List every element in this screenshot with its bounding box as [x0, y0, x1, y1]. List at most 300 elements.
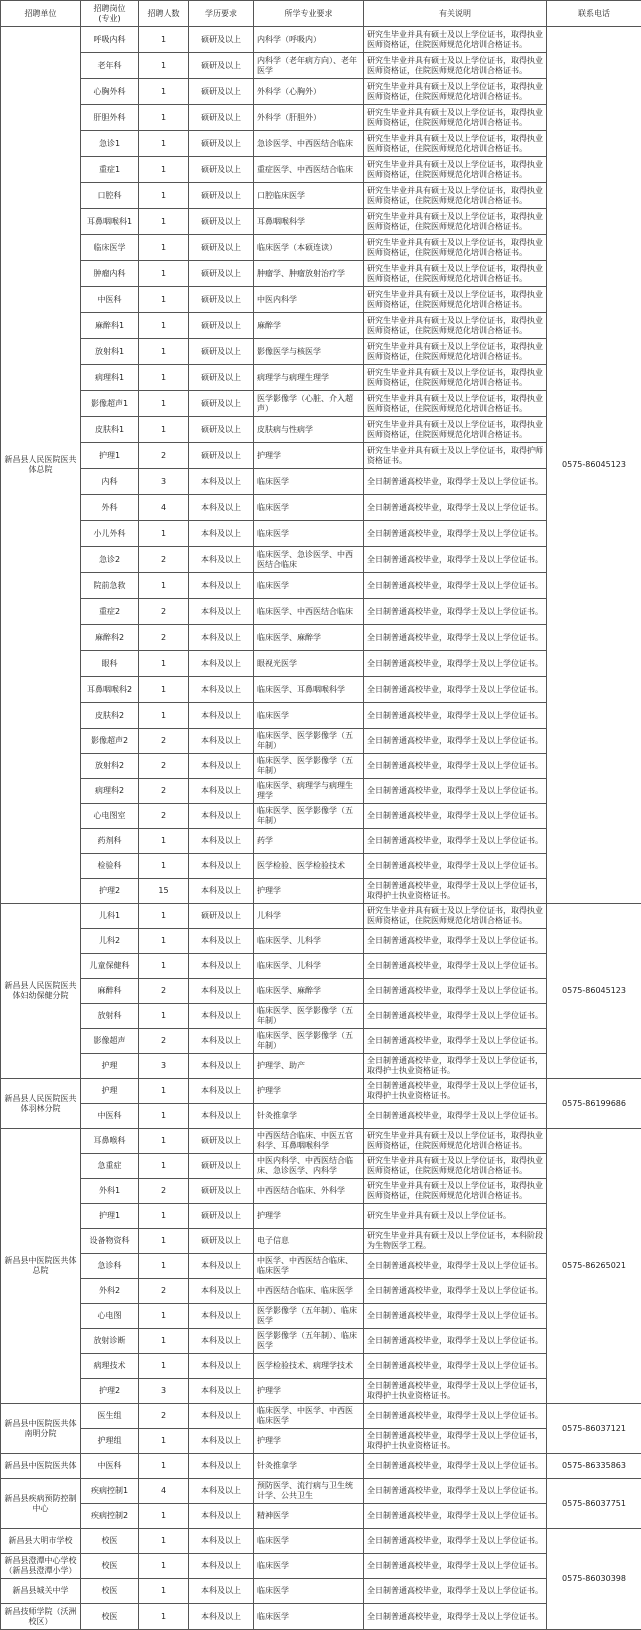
- note-cell: 全日制普通高校毕业，取得学士及以上学位证书。: [364, 729, 547, 754]
- position-cell: 儿童保健科: [81, 954, 139, 979]
- position-cell: 心电图: [81, 1304, 139, 1329]
- table-row: [1, 105, 641, 131]
- position-cell: 皮肤科1: [81, 417, 139, 443]
- major-cell: 重症医学、中西医结合临床: [254, 157, 364, 183]
- position-cell: 中医科: [81, 287, 139, 313]
- note-cell: 研究生毕业并具有硕士及以上学位证书，取得执业医师资格证，住院医师规范化培训合格证书。: [364, 235, 547, 261]
- education-cell: 本科及以上: [189, 1029, 254, 1054]
- note-cell: 研究生毕业并具有硕士及以上学位证书，取得执业医师资格证，住院医师规范化培训合格证书。: [364, 313, 547, 339]
- major-cell: 护理学: [254, 1204, 364, 1229]
- note-cell: 全日制普通高校毕业，取得学士及以上学位证书，取得护士执业资格证书。: [364, 1429, 547, 1454]
- position-cell: 放射诊断: [81, 1329, 139, 1354]
- note-cell: 全日制普通高校毕业，取得学士及以上学位证书。: [364, 521, 547, 547]
- education-cell: 本科及以上: [189, 779, 254, 804]
- count-cell: 1: [139, 183, 189, 209]
- position-cell: 麻醉科: [81, 979, 139, 1004]
- education-cell: 本科及以上: [189, 1579, 254, 1604]
- note-cell: 研究生毕业并具有硕士及以上学位证书。: [364, 1204, 547, 1229]
- count-cell: 1: [139, 1554, 189, 1579]
- major-cell: 临床医学、儿科学: [254, 954, 364, 979]
- education-cell: 硕研及以上: [189, 1229, 254, 1254]
- position-cell: 急诊科: [81, 1254, 139, 1279]
- table-row: [1, 929, 641, 954]
- note-cell: 全日制普通高校毕业，取得学士及以上学位证书。: [364, 929, 547, 954]
- note-cell: 全日制普通高校毕业，取得学士及以上学位证书，取得护士执业资格证书。: [364, 1079, 547, 1104]
- table-row: [1, 417, 641, 443]
- major-cell: 中医内科学: [254, 287, 364, 313]
- phone-cell: 0575-86037121: [547, 1404, 641, 1454]
- position-cell: 麻醉科1: [81, 313, 139, 339]
- table-row: [1, 235, 641, 261]
- note-cell: 全日制普通高校毕业，取得学士及以上学位证书。: [364, 573, 547, 599]
- table-row: [1, 53, 641, 79]
- table-row: [1, 1029, 641, 1054]
- note-cell: 全日制普通高校毕业，取得学士及以上学位证书。: [364, 1604, 547, 1630]
- note-cell: 全日制普通高校毕业，取得学士及以上学位证书。: [364, 651, 547, 677]
- table-row: [1, 391, 641, 417]
- position-cell: 儿科2: [81, 929, 139, 954]
- position-cell: 病理技术: [81, 1354, 139, 1379]
- unit-cell: 新昌技师学院（沃洲校区）: [1, 1604, 81, 1630]
- position-cell: 疾病控制2: [81, 1504, 139, 1529]
- education-cell: 本科及以上: [189, 954, 254, 979]
- table-row: [1, 313, 641, 339]
- note-cell: 全日制普通高校毕业，取得学士及以上学位证书。: [364, 1304, 547, 1329]
- phone-cell: 0575-86037751: [547, 1479, 641, 1529]
- major-cell: 中医学、中西医结合临床、临床医学: [254, 1254, 364, 1279]
- note-cell: 全日制普通高校毕业，取得学士及以上学位证书。: [364, 1454, 547, 1479]
- major-cell: 病理学与病理生理学: [254, 365, 364, 391]
- position-cell: 耳鼻喉科: [81, 1129, 139, 1154]
- major-cell: 临床医学: [254, 1579, 364, 1604]
- education-cell: 本科及以上: [189, 1379, 254, 1404]
- position-cell: 皮肤科2: [81, 703, 139, 729]
- position-cell: 耳鼻咽喉科2: [81, 677, 139, 703]
- count-cell: 1: [139, 1529, 189, 1554]
- note-cell: 全日制普通高校毕业，取得学士及以上学位证书。: [364, 779, 547, 804]
- education-cell: 硕研及以上: [189, 443, 254, 469]
- note-cell: 全日制普通高校毕业，取得学士及以上学位证书。: [364, 854, 547, 879]
- note-cell: 研究生毕业并具有硕士及以上学位证书，取得执业医师资格证，住院医师规范化培训合格证书。: [364, 1129, 547, 1154]
- note-cell: 全日制普通高校毕业，取得学士及以上学位证书。: [364, 703, 547, 729]
- position-cell: 护理: [81, 1054, 139, 1079]
- education-cell: 本科及以上: [189, 1354, 254, 1379]
- note-cell: 全日制普通高校毕业，取得学士及以上学位证书。: [364, 1529, 547, 1554]
- table-row: [1, 754, 641, 779]
- count-cell: 1: [139, 287, 189, 313]
- position-cell: 放射科2: [81, 754, 139, 779]
- header-note: 有关说明: [364, 1, 547, 27]
- education-cell: 硕研及以上: [189, 1204, 254, 1229]
- major-cell: 医学检验、医学检验技术: [254, 854, 364, 879]
- education-cell: 本科及以上: [189, 879, 254, 904]
- count-cell: 2: [139, 1279, 189, 1304]
- education-cell: 本科及以上: [189, 1454, 254, 1479]
- position-cell: 护理2: [81, 879, 139, 904]
- header-count: 招聘人数: [139, 1, 189, 27]
- education-cell: 硕研及以上: [189, 339, 254, 365]
- major-cell: 口腔临床医学: [254, 183, 364, 209]
- major-cell: 临床医学: [254, 703, 364, 729]
- education-cell: 硕研及以上: [189, 209, 254, 235]
- note-cell: 全日制普通高校毕业，取得学士及以上学位证书。: [364, 1004, 547, 1029]
- major-cell: 麻醉学: [254, 313, 364, 339]
- table-row: [1, 1079, 641, 1104]
- count-cell: 3: [139, 469, 189, 495]
- note-cell: 研究生毕业并具有硕士及以上学位证书，取得执业医师资格证，住院医师规范化培训合格证书。: [364, 417, 547, 443]
- position-cell: 内科: [81, 469, 139, 495]
- note-cell: 研究生毕业并具有硕士及以上学位证书，本科阶段为生物医学工程。: [364, 1229, 547, 1254]
- major-cell: 临床医学、耳鼻咽喉科学: [254, 677, 364, 703]
- major-cell: 中西医结合临床、中医五官科学、耳鼻咽喉科学: [254, 1129, 364, 1154]
- education-cell: 硕研及以上: [189, 1154, 254, 1179]
- count-cell: 1: [139, 573, 189, 599]
- education-cell: 本科及以上: [189, 1254, 254, 1279]
- note-cell: 全日制普通高校毕业，取得学士及以上学位证书。: [364, 1554, 547, 1579]
- position-cell: 校医: [81, 1579, 139, 1604]
- major-cell: 肿瘤学、肿瘤放射治疗学: [254, 261, 364, 287]
- position-cell: 影像超声: [81, 1029, 139, 1054]
- position-cell: 护理组: [81, 1429, 139, 1454]
- major-cell: 外科学（肝胆外）: [254, 105, 364, 131]
- education-cell: 硕研及以上: [189, 105, 254, 131]
- position-cell: 老年科: [81, 53, 139, 79]
- education-cell: 硕研及以上: [189, 183, 254, 209]
- education-cell: 本科及以上: [189, 1304, 254, 1329]
- header-position: 招聘岗位 (专业): [81, 1, 139, 27]
- education-cell: 本科及以上: [189, 1429, 254, 1454]
- position-cell: 眼科: [81, 651, 139, 677]
- count-cell: 1: [139, 1104, 189, 1129]
- position-cell: 设备物资科: [81, 1229, 139, 1254]
- header-phone: 联系电话: [547, 1, 641, 27]
- table-row: [1, 287, 641, 313]
- major-cell: 临床医学: [254, 573, 364, 599]
- unit-cell: 新昌县澄潭中心学校（新昌县澄潭小学）: [1, 1554, 81, 1579]
- major-cell: 影像医学与核医学: [254, 339, 364, 365]
- major-cell: 临床医学、医学影像学（五年制）: [254, 754, 364, 779]
- count-cell: 1: [139, 521, 189, 547]
- major-cell: 临床医学（本硕连读）: [254, 235, 364, 261]
- table-row: [1, 677, 641, 703]
- major-cell: 临床医学、医学影像学（五年制）: [254, 729, 364, 754]
- count-cell: 2: [139, 1179, 189, 1204]
- phone-cell: 0575-86335863: [547, 1454, 641, 1479]
- major-cell: 护理学: [254, 443, 364, 469]
- education-cell: 硕研及以上: [189, 904, 254, 929]
- education-cell: 本科及以上: [189, 547, 254, 573]
- position-cell: 医生组: [81, 1404, 139, 1429]
- major-cell: 电子信息: [254, 1229, 364, 1254]
- table-row: [1, 703, 641, 729]
- table-row: [1, 521, 641, 547]
- note-cell: 全日制普通高校毕业，取得学士及以上学位证书。: [364, 1404, 547, 1429]
- education-cell: 本科及以上: [189, 854, 254, 879]
- education-cell: 硕研及以上: [189, 365, 254, 391]
- education-cell: 本科及以上: [189, 573, 254, 599]
- position-cell: 校医: [81, 1554, 139, 1579]
- table-row: [1, 625, 641, 651]
- unit-cell: 新昌县人民医院医共体总院: [1, 27, 81, 904]
- table-row: [1, 904, 641, 929]
- table-row: [1, 804, 641, 829]
- position-cell: 校医: [81, 1529, 139, 1554]
- count-cell: 1: [139, 1204, 189, 1229]
- position-cell: 急重症: [81, 1154, 139, 1179]
- position-cell: 外科1: [81, 1179, 139, 1204]
- note-cell: 研究生毕业并具有硕士及以上学位证书，取得执业医师资格证，住院医师规范化培训合格证书。: [364, 287, 547, 313]
- table-row: [1, 469, 641, 495]
- table-row: [1, 183, 641, 209]
- count-cell: 1: [139, 1154, 189, 1179]
- table-row: [1, 1154, 641, 1179]
- note-cell: 全日制普通高校毕业，取得学士及以上学位证书，取得护士执业资格证书。: [364, 1379, 547, 1404]
- count-cell: 1: [139, 157, 189, 183]
- table-row: [1, 27, 641, 53]
- education-cell: 本科及以上: [189, 1404, 254, 1429]
- education-cell: 本科及以上: [189, 1504, 254, 1529]
- position-cell: 护理2: [81, 1379, 139, 1404]
- count-cell: 1: [139, 105, 189, 131]
- table-row: [1, 1354, 641, 1379]
- phone-cell: 0575-86030398: [547, 1529, 641, 1630]
- count-cell: 3: [139, 1054, 189, 1079]
- note-cell: 研究生毕业并具有硕士及以上学位证书，取得执业医师资格证，住院医师规范化培训合格证书。: [364, 27, 547, 53]
- position-cell: 护理: [81, 1079, 139, 1104]
- table-row: [1, 79, 641, 105]
- note-cell: 研究生毕业并具有硕士及以上学位证书，取得执业医师资格证，住院医师规范化培训合格证书。: [364, 79, 547, 105]
- major-cell: 医学检验技术、病理学技术: [254, 1354, 364, 1379]
- education-cell: 本科及以上: [189, 703, 254, 729]
- table-row: [1, 1254, 641, 1279]
- position-cell: 药剂科: [81, 829, 139, 854]
- count-cell: 1: [139, 209, 189, 235]
- note-cell: 全日制普通高校毕业，取得学士及以上学位证书。: [364, 469, 547, 495]
- position-cell: 耳鼻咽喉科1: [81, 209, 139, 235]
- note-cell: 全日制普通高校毕业，取得学士及以上学位证书。: [364, 495, 547, 521]
- education-cell: 本科及以上: [189, 1279, 254, 1304]
- note-cell: 全日制普通高校毕业，取得学士及以上学位证书。: [364, 829, 547, 854]
- note-cell: 全日制普通高校毕业，取得学士及以上学位证书，取得护士执业资格证书。: [364, 1054, 547, 1079]
- position-cell: 护理1: [81, 443, 139, 469]
- header-unit: 招聘单位: [1, 1, 81, 27]
- major-cell: 中西医结合临床、临床医学: [254, 1279, 364, 1304]
- table-row: [1, 1504, 641, 1529]
- education-cell: 本科及以上: [189, 521, 254, 547]
- note-cell: 全日制普通高校毕业，取得学士及以上学位证书。: [364, 1104, 547, 1129]
- table-row: [1, 779, 641, 804]
- major-cell: 临床医学: [254, 1529, 364, 1554]
- major-cell: 临床医学: [254, 521, 364, 547]
- major-cell: 临床医学、医学影像学（五年制）: [254, 1029, 364, 1054]
- table-row: [1, 1054, 641, 1079]
- education-cell: 硕研及以上: [189, 313, 254, 339]
- education-cell: 硕研及以上: [189, 53, 254, 79]
- note-cell: 全日制普通高校毕业，取得学士及以上学位证书。: [364, 1329, 547, 1354]
- count-cell: 1: [139, 235, 189, 261]
- header-education: 学历要求: [189, 1, 254, 27]
- education-cell: 硕研及以上: [189, 1179, 254, 1204]
- note-cell: 研究生毕业并具有硕士及以上学位证书，取得执业医师资格证，住院医师规范化培训合格证书。: [364, 904, 547, 929]
- education-cell: 本科及以上: [189, 495, 254, 521]
- table-row: [1, 1554, 641, 1579]
- position-cell: 肿瘤内科: [81, 261, 139, 287]
- education-cell: 本科及以上: [189, 729, 254, 754]
- count-cell: 2: [139, 599, 189, 625]
- count-cell: 4: [139, 1479, 189, 1504]
- note-cell: 研究生毕业并具有硕士及以上学位证书，取得执业医师资格证，住院医师规范化培训合格证书。: [364, 53, 547, 79]
- major-cell: 针灸推拿学: [254, 1454, 364, 1479]
- count-cell: 1: [139, 1229, 189, 1254]
- education-cell: 本科及以上: [189, 625, 254, 651]
- major-cell: 耳鼻咽喉科学: [254, 209, 364, 235]
- count-cell: 1: [139, 1504, 189, 1529]
- major-cell: 内科学（呼吸内）: [254, 27, 364, 53]
- education-cell: 本科及以上: [189, 1529, 254, 1554]
- position-cell: 肝胆外科: [81, 105, 139, 131]
- major-cell: 针灸推拿学: [254, 1104, 364, 1129]
- position-cell: 心胸外科: [81, 79, 139, 105]
- major-cell: 皮肤病与性病学: [254, 417, 364, 443]
- note-cell: 全日制普通高校毕业，取得学士及以上学位证书。: [364, 1254, 547, 1279]
- table-row: [1, 1329, 641, 1354]
- unit-cell: 新昌县大明市学校: [1, 1529, 81, 1554]
- count-cell: 2: [139, 754, 189, 779]
- note-cell: 研究生毕业并具有硕士及以上学位证书，取得执业医师资格证，住院医师规范化培训合格证书。: [364, 365, 547, 391]
- count-cell: 3: [139, 1379, 189, 1404]
- note-cell: 全日制普通高校毕业，取得学士及以上学位证书。: [364, 1029, 547, 1054]
- education-cell: 本科及以上: [189, 929, 254, 954]
- position-cell: 外科: [81, 495, 139, 521]
- count-cell: 1: [139, 27, 189, 53]
- unit-cell: 新昌县疾病预防控制中心: [1, 1479, 81, 1529]
- major-cell: 护理学: [254, 1429, 364, 1454]
- note-cell: 研究生毕业并具有硕士及以上学位证书，取得执业医师资格证，住院医师规范化培训合格证书。: [364, 183, 547, 209]
- count-cell: 1: [139, 131, 189, 157]
- count-cell: 2: [139, 779, 189, 804]
- major-cell: 眼视光医学: [254, 651, 364, 677]
- major-cell: 临床医学、中医学、中西医临床医学: [254, 1404, 364, 1429]
- count-cell: 2: [139, 979, 189, 1004]
- table-row: [1, 1129, 641, 1154]
- position-cell: 护理1: [81, 1204, 139, 1229]
- count-cell: 1: [139, 904, 189, 929]
- note-cell: 全日制普通高校毕业，取得学士及以上学位证书。: [364, 625, 547, 651]
- table-row: [1, 131, 641, 157]
- position-cell: 小儿外科: [81, 521, 139, 547]
- major-cell: 临床医学、麻醉学: [254, 625, 364, 651]
- note-cell: 研究生毕业并具有硕士及以上学位证书，取得执业医师资格证，住院医师规范化培训合格证书。: [364, 1154, 547, 1179]
- position-cell: 重症2: [81, 599, 139, 625]
- education-cell: 本科及以上: [189, 599, 254, 625]
- note-cell: 全日制普通高校毕业，取得学士及以上学位证书。: [364, 754, 547, 779]
- count-cell: 1: [139, 1329, 189, 1354]
- position-cell: 院前急救: [81, 573, 139, 599]
- major-cell: 儿科学: [254, 904, 364, 929]
- count-cell: 1: [139, 1129, 189, 1154]
- count-cell: 1: [139, 313, 189, 339]
- position-cell: 校医: [81, 1604, 139, 1630]
- table-row: [1, 879, 641, 904]
- note-cell: 全日制普通高校毕业，取得学士及以上学位证书。: [364, 1479, 547, 1504]
- unit-cell: 新昌县中医院医共体总院: [1, 1129, 81, 1404]
- unit-cell: 新昌县中医院医共体南明分院: [1, 1404, 81, 1454]
- note-cell: 全日制普通高校毕业，取得学士及以上学位证书。: [364, 677, 547, 703]
- major-cell: 临床医学、医学影像学（五年制）: [254, 1004, 364, 1029]
- count-cell: 2: [139, 443, 189, 469]
- count-cell: 1: [139, 1579, 189, 1604]
- count-cell: 1: [139, 1429, 189, 1454]
- position-cell: 疾病控制1: [81, 1479, 139, 1504]
- table-row: [1, 261, 641, 287]
- count-cell: 2: [139, 625, 189, 651]
- count-cell: 1: [139, 829, 189, 854]
- major-cell: 医学影像学（五年制）、临床医学: [254, 1304, 364, 1329]
- major-cell: 医学影像学（心脏、介入超声）: [254, 391, 364, 417]
- education-cell: 本科及以上: [189, 651, 254, 677]
- education-cell: 硕研及以上: [189, 417, 254, 443]
- table-row: [1, 495, 641, 521]
- education-cell: 本科及以上: [189, 1079, 254, 1104]
- note-cell: 全日制普通高校毕业，取得学士及以上学位证书。: [364, 979, 547, 1004]
- note-cell: 全日制普通高校毕业，取得学士及以上学位证书。: [364, 804, 547, 829]
- table-row: [1, 1404, 641, 1429]
- major-cell: 预防医学、流行病与卫生统计学、公共卫生: [254, 1479, 364, 1504]
- table-row: [1, 854, 641, 879]
- education-cell: 本科及以上: [189, 677, 254, 703]
- major-cell: 护理学、助产: [254, 1054, 364, 1079]
- table-row: [1, 729, 641, 754]
- education-cell: 硕研及以上: [189, 157, 254, 183]
- table-row: [1, 1229, 641, 1254]
- count-cell: 1: [139, 339, 189, 365]
- header-major: 所学专业要求: [254, 1, 364, 27]
- education-cell: 本科及以上: [189, 469, 254, 495]
- table-row: [1, 339, 641, 365]
- table-row: [1, 651, 641, 677]
- position-cell: 放射科1: [81, 339, 139, 365]
- note-cell: 全日制普通高校毕业，取得学士及以上学位证书，取得护士执业资格证书。: [364, 879, 547, 904]
- table-row: [1, 954, 641, 979]
- major-cell: 医学影像学（五年制）、临床医学: [254, 1329, 364, 1354]
- unit-cell: 新昌县人民医院医共体妇幼保健分院: [1, 904, 81, 1079]
- education-cell: 本科及以上: [189, 829, 254, 854]
- position-cell: 麻醉科2: [81, 625, 139, 651]
- position-cell: 病理科2: [81, 779, 139, 804]
- note-cell: 研究生毕业并具有硕士及以上学位证书，取得执业医师资格证，住院医师规范化培训合格证书。: [364, 1179, 547, 1204]
- position-cell: 检验科: [81, 854, 139, 879]
- note-cell: 研究生毕业并具有硕士及以上学位证书，取得护师资格证书。: [364, 443, 547, 469]
- education-cell: 本科及以上: [189, 979, 254, 1004]
- major-cell: 临床医学、急诊医学、中西医结合临床: [254, 547, 364, 573]
- count-cell: 1: [139, 954, 189, 979]
- education-cell: 本科及以上: [189, 1554, 254, 1579]
- major-cell: 护理学: [254, 1079, 364, 1104]
- table-row: [1, 547, 641, 573]
- note-cell: 研究生毕业并具有硕士及以上学位证书，取得执业医师资格证，住院医师规范化培训合格证书。: [364, 157, 547, 183]
- position-cell: 儿科1: [81, 904, 139, 929]
- education-cell: 硕研及以上: [189, 391, 254, 417]
- major-cell: 药学: [254, 829, 364, 854]
- major-cell: 临床医学: [254, 1604, 364, 1630]
- position-cell: 外科2: [81, 1279, 139, 1304]
- education-cell: 硕研及以上: [189, 261, 254, 287]
- position-cell: 影像超声2: [81, 729, 139, 754]
- major-cell: 外科学（心胸外）: [254, 79, 364, 105]
- count-cell: 2: [139, 547, 189, 573]
- count-cell: 2: [139, 1404, 189, 1429]
- table-row: [1, 1104, 641, 1129]
